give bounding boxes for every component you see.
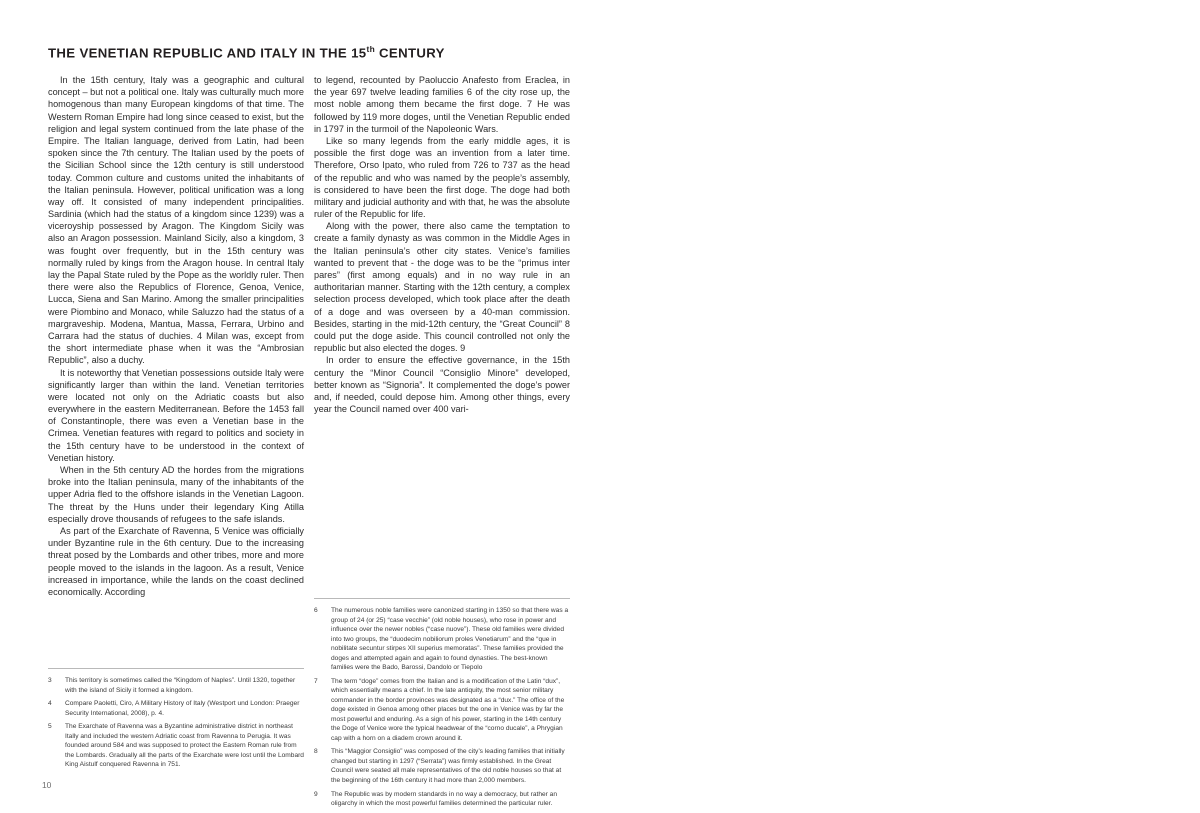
title-before: THE VENETIAN REPUBLIC AND ITALY IN THE 15 <box>48 45 367 61</box>
footnote-text: Compare Paoletti, Ciro, A Military History of Italy (Westport und London: Praeger Security International, 2008), p. 4. <box>65 700 300 717</box>
footnote-number: 4 <box>48 700 52 708</box>
paragraph: Along with the power, there also came the temptation to create a family dynasty as was common in the Middle Ages in the Italian peninsula’s other city states. Venice’s families wanted to prevent that - the doge was to be the “primus inter pares” (first among equals) and in no way rule in an authoritarian manner. Starting with the 12th century, a complex selection process developed, which took place after the death of a doge and was overseen by a 40-man commission. Besides, starting in the mid-12th century, the “Great Council” 8 could put the doge aside. This council controlled not only the republic but also elected the doges. 9 <box>314 221 570 354</box>
footnote <box>48 699 304 718</box>
footnote-number: 9 <box>314 790 318 798</box>
footnote-number: 6 <box>314 607 318 614</box>
footnote <box>48 676 304 695</box>
footnote-divider <box>314 598 570 599</box>
page-title <box>48 44 568 60</box>
footnote-text: This “Maggior Consiglio” was composed of the city’s leading families that initially changed but starting in 1297 (“Serrata”) was firmly established. In the Great Council were seated all male representatives of the old noble houses so that at the beginning of the 16th century it had more than 2,000 members. <box>331 748 565 784</box>
title-after: CENTURY <box>375 45 445 61</box>
paragraph: It is noteworthy that Venetian possessions outside Italy were significantly larger than within the land. Venetian territories were located not only on the Adriatic coasts but also everywhere in the eastern Mediterranean. Before the 1453 fall of Constantinople, there was even a Venetian base in the Crimea. Venetian features with regard to politics and society in the 15th century have to be understood in the context of Venetian history. <box>48 367 304 463</box>
footnote-text: The Republic was by modern standards in no way a democracy, but rather an oligarchy in which the most powerful families determined the particular ruler. <box>331 790 558 808</box>
footnote-text: The numerous noble families were canonized starting in 1350 so that there was a group of 24 (or 25) “case vecchie” (old noble houses), who rose in power and influence over the newer nobles (“case nuove”). These old families were divided into two groups, the “duodecim nobiliorum proles Venetiarum” and the “que in nobilitate secuntur stirpes XII superius memoratas”. These families provided the doges and attempted again and again to found dynasties. The best-known families were the Bado, Barossi, Dandolo or Tiepolo <box>331 607 569 671</box>
page-number-left: 10 <box>42 780 52 790</box>
paragraph: Like so many legends from the early middle ages, it is possible the first doge was an invention from a later time. Therefore, Orso Ipato, who ruled from 726 to 737 as the head of the republic and who was named by the people’s assembly, is considered to have been the first doge. The doge had both military and judicial authority and with that, he was the absolute ruler of the Republic for life. <box>314 135 570 220</box>
footnote-text: This territory is sometimes called the “Kingdom of Naples”. Until 1320, together with the island of Sicily it formed a kingdom. <box>65 677 296 694</box>
footnote <box>314 747 570 785</box>
left-column-2 <box>314 74 570 415</box>
title-superscript: th <box>366 44 376 54</box>
left-column-1 <box>48 74 304 598</box>
footnote-number: 7 <box>314 677 318 685</box>
paragraph: to legend, recounted by Paoluccio Anafesto from Eraclea, in the year 697 twelve leading families 6 of the city rose up, the most noble among them became the first doge. 7 He was followed by 119 more doges, until the Venetian Republic ended in 1797 in the turmoil of the Napoleonic Wars. <box>314 75 570 134</box>
footnote-number: 5 <box>48 723 52 731</box>
footnote-number: 8 <box>314 748 318 756</box>
footnote-text: The Exarchate of Ravenna was a Byzantine administrative district in northeast Itally and included the western Adriatic coast from Ravenna to Perugia. It was founded around 584 and was supposed to protect the Eastern Roman rule from the Lombards. Gradually all the parts of the Exarchate were lost until the Lombard King Aistulf conquered Ravenna in 751. <box>65 723 304 769</box>
footnote <box>314 606 570 673</box>
footnotes-left-column-1 <box>48 676 304 774</box>
footnote-text: The term “doge” comes from the Italian and is a modification of the Latin “dux”, which essentially means a chief. In the late antiquity, the most senior military commander in the border provinces was designated as a “dux.” The office of the doge existed in Genoa among other places but the one in Venice was by far the most powerful and enduring. As a sign of his power, starting in the 14th century the Doge of Venice wore the typical headwear of the “corno ducale”, a Phrygian cap with a horn on a diadem crown around it. <box>331 677 565 742</box>
left-page <box>0 0 600 810</box>
footnote <box>314 677 570 744</box>
right-page <box>600 0 1200 810</box>
paragraph: In order to ensure the effective governance, in the 15th century the “Minor Council “Consiglio Minore” developed, better known as “Signoria”. It complemented the doge’s power and, if needed, could depose him. Among other things, every year the Council named over 400 vari- <box>314 355 570 415</box>
footnote <box>48 722 304 770</box>
footnote-divider <box>48 668 304 669</box>
footnote-number: 3 <box>48 677 52 684</box>
paragraph: In the 15th century, Italy was a geographic and cultural concept – but not a political one. Italy was culturally much more homogenous than many European kingdoms of that time. The Western Roman Empire had long since ceased to exist, but the religion and legal system continued from the late phase of the Empire. The Italian language, derived from Latin, had been spoken since the 7th century. The Italian used by the poets of the Sicilian School since the 12th century is still understood today. Common culture and customs united the inhabitants of the Italian peninsula. However, political unification was a long way off. It consisted of many independent principalities. Sardinia (which had the status of a kingdom since 1239) was a viceroyship possessed by Aragon. The Kingdom Sicily was also an Aragon possession. Mainland Sicily, also a kingdom, 3 was fought over frequently, but in the 15th century was normally ruled by kings from the Aragon house. In central Italy lay the Papal State ruled by the Pope as the worldly ruler. Then there were also the Republics of Florence, Genoa, Venice, Lucca, Siena and San Marino. Among the smaller principalities were Piombino and Monaco, while Saluzzo had the status of a margraveship. Modena, Mantua, Massa, Ferrara, Urbino and Carrara had the status of duchies. 4 Milan was, except from the short intermediate phase when it was the “Ambrosian Republic”, also a duchy. <box>48 75 304 366</box>
paragraph: As part of the Exarchate of Ravenna, 5 Venice was officially under Byzantine rule in the 6th century. Due to the increasing threat posed by the Lombards and other tribes, more and more people moved to the islands in the lagoon. As a result, Venice increased in importance, while the lands on the coast declined economically. According <box>48 525 304 597</box>
footnotes-left-column-2 <box>314 606 570 813</box>
paragraph: When in the 5th century AD the hordes from the migrations broke into the Italian peninsula, many of the inhabitants of the upper Adria fled to the offshore islands in the Venetian Lagoon. The threat by the Huns under their legendary King Atilla especially drove thousands of refugees to the safe islands. <box>48 465 304 524</box>
footnote <box>314 790 570 809</box>
